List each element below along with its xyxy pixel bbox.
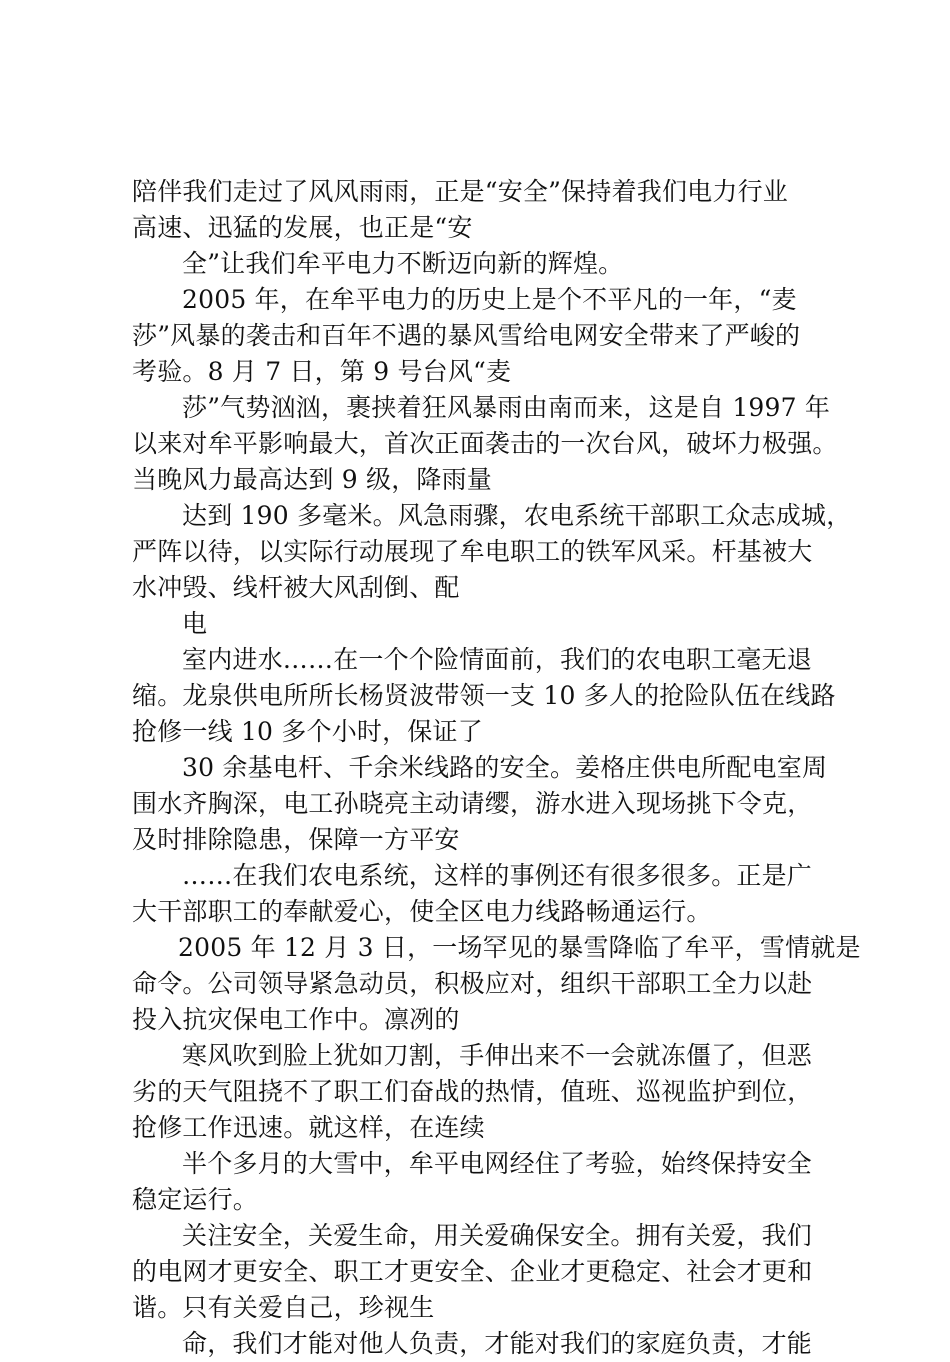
text-line: 关注安全，关爱生命，用关爱确保安全。拥有关爱，我们 — [182, 1221, 813, 1250]
text-line: 30 余基电杆、千余米线路的安全。姜格庄供电所配电室周 — [182, 753, 828, 782]
text-line: 稳定运行。 — [132, 1185, 259, 1214]
text-line: 严阵以待，以实际行动展现了牟电职工的铁军风采。杆基被大 — [132, 537, 813, 566]
text-line: 电 — [182, 609, 208, 638]
text-line: 及时排除隐患，保障一方平安 — [132, 825, 460, 854]
document-body — [132, 174, 861, 1362]
text-line: 抢修工作迅速。就这样，在连续 — [132, 1113, 485, 1142]
text-line: 水冲毁、线杆被大风刮倒、配 — [132, 573, 460, 602]
text-line: ……在我们农电系统，这样的事例还有很多很多。正是广 — [182, 861, 813, 890]
text-line: 室内进水……在一个个险情面前，我们的农电职工毫无退 — [182, 645, 813, 674]
text-line: 命令。公司领导紧急动员，积极应对，组织干部职工全力以赴 — [132, 969, 813, 998]
text-line: 当晚风力最高达到 9 级，降雨量 — [132, 465, 493, 494]
text-line: 命，我们才能对他人负责，才能对我们的家庭负责，才能 — [182, 1329, 813, 1358]
text-line: 半个多月的大雪中，牟平电网经住了考验，始终保持安全 — [182, 1149, 813, 1178]
text-line: 围水齐胸深，电工孙晓亮主动请缨，游水进入现场挑下令克， — [132, 789, 813, 818]
text-line: 缩。龙泉供电所所长杨贤波带领一支 10 多人的抢险队伍在线路 — [132, 681, 836, 710]
text-line: 达到 190 多毫米。风急雨骤，农电系统干部职工众志成城， — [182, 501, 852, 530]
text-line: 的电网才更安全、职工才更安全、企业才更稳定、社会才更和 — [132, 1257, 813, 1286]
text-line: 以来对牟平影响最大，首次正面袭击的一次台风，破坏力极强。 — [132, 429, 838, 458]
text-line: 投入抗灾保电工作中。凛冽的 — [132, 1005, 460, 1034]
text-line: 寒风吹到脸上犹如刀割，手伸出来不一会就冻僵了，但恶 — [182, 1041, 813, 1070]
text-line: 谐。只有关爱自己，珍视生 — [132, 1293, 435, 1322]
text-line: 2005 年 12 月 3 日，一场罕见的暴雪降临了牟平，雪情就是 — [178, 933, 861, 962]
text-line: 考验。8 月 7 日，第 9 号台风“麦 — [132, 357, 512, 386]
text-line: 2005 年，在牟平电力的历史上是个不平凡的一年，“麦 — [182, 285, 797, 314]
text-line: 莎”风暴的袭击和百年不遇的暴风雪给电网安全带来了严峻的 — [132, 321, 801, 350]
text-line: 高速、迅猛的发展，也正是“安 — [132, 213, 473, 242]
text-line: 劣的天气阻挠不了职工们奋战的热情，值班、巡视监护到位， — [132, 1077, 813, 1106]
text-line: 抢修一线 10 多个小时，保证了 — [132, 717, 483, 746]
text-line: 大干部职工的奉献爱心，使全区电力线路畅通运行。 — [132, 897, 712, 926]
text-line: 莎”气势汹汹，裹挟着狂风暴雨由南而来，这是自 1997 年 — [182, 393, 831, 422]
text-line: 全”让我们牟平电力不断迈向新的辉煌。 — [182, 249, 624, 278]
text-line: 陪伴我们走过了风风雨雨，正是“安全”保持着我们电力行业 — [132, 177, 788, 206]
